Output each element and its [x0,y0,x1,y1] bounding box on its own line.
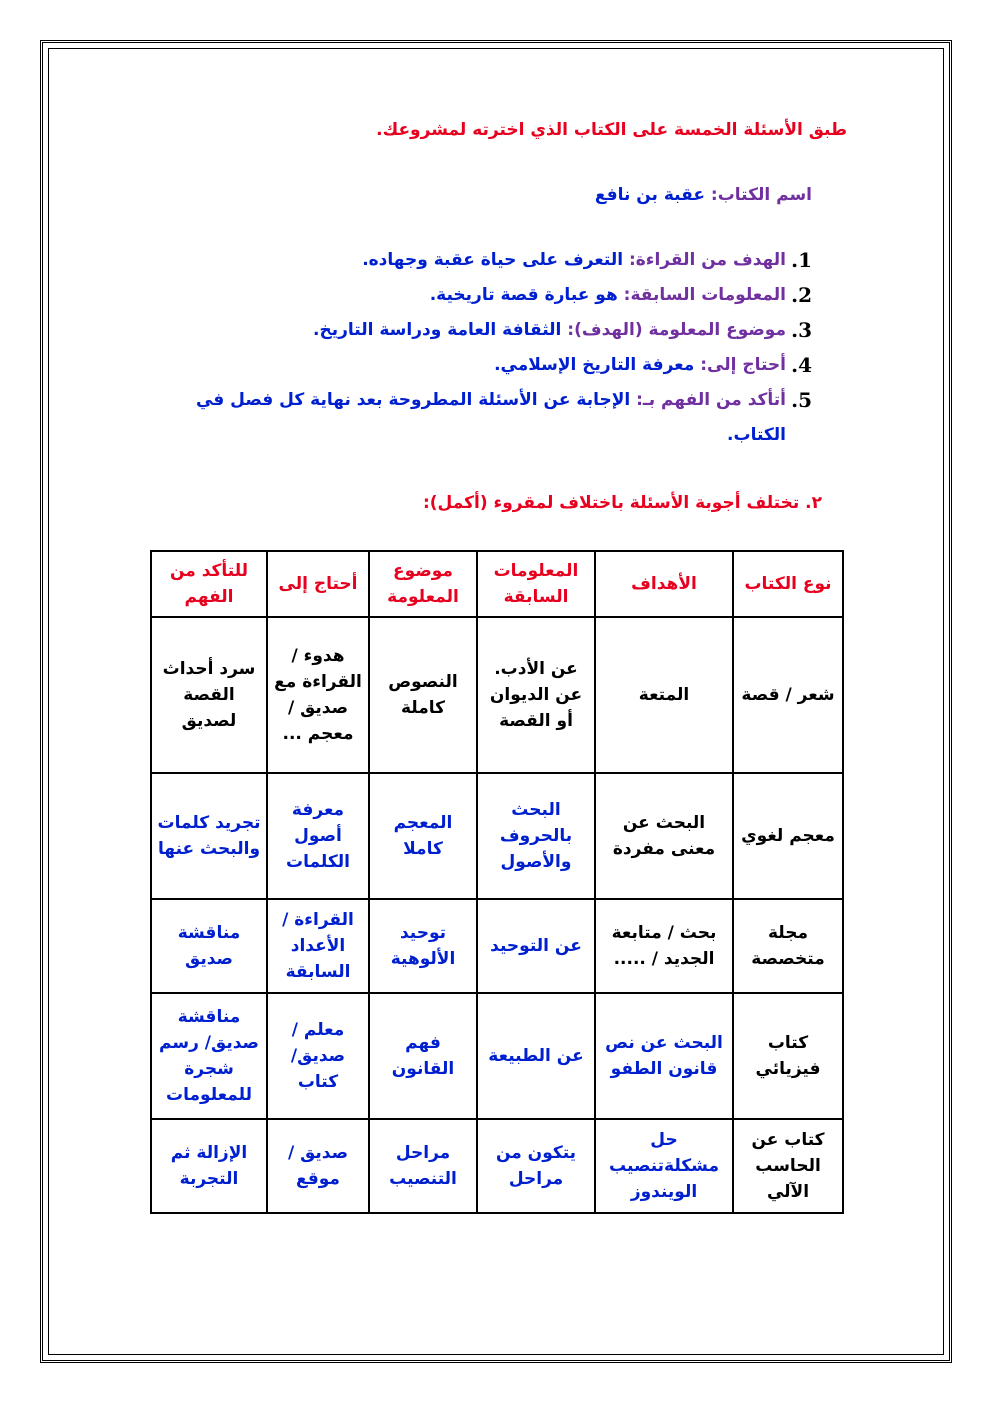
table-cell: مناقشة صديق/ رسم شجرة للمعلومات [151,993,267,1119]
table-cell: المتعة [595,617,733,773]
table-cell: توحيد الألوهية [369,899,477,993]
question-answer: الإجابة عن الأسئلة المطروحة بعد نهاية كل فصل في الكتاب. [195,390,786,445]
header-cell: المعلومات السابقة [477,551,595,617]
question-label: موضوع المعلومة (الهدف): [567,320,786,340]
table-row [151,1119,843,1213]
table-cell: كتاب فيزيائي [733,993,843,1119]
table-cell: النصوص كاملة [369,617,477,773]
reading-table [150,550,844,1214]
question-label: الهدف من القراءة: [628,250,786,270]
question-item: 3. موضوع المعلومة (الهدف): الثقافة العامة ودراسة التاريخ. [313,318,812,342]
question-item: 4. أحتاج إلى: معرفة التاريخ الإسلامي. [494,353,812,377]
header-cell: أحتاج إلى [267,551,369,617]
question-answer: معرفة التاريخ الإسلامي. [494,355,695,375]
book-name-line [595,185,812,205]
table-cell: صديق / موقع [267,1119,369,1213]
table-cell: شعر / قصة [733,617,843,773]
table-cell: يتكون من مراحل [477,1119,595,1213]
question-label: أحتاج إلى: [700,355,786,375]
header-cell: الأهداف [595,551,733,617]
table-cell: المعجم كاملا [369,773,477,899]
table-header-row [151,551,843,617]
question-item: 5. أتأكد من الفهم بـ: الإجابة عن الأسئلة المطروحة بعد نهاية كل فصل في الكتاب. [195,388,812,445]
section-2-heading: ٢. تختلف أجوبة الأسئلة باختلاف لمقروء (أكمل): [422,493,822,513]
table-cell: بحث / متابعة الجديد / ..... [595,899,733,993]
table-row [151,773,843,899]
table-cell: عن التوحيد [477,899,595,993]
question-answer: التعرف على حياة عقبة وجهاده. [362,250,624,270]
header-cell: للتأكد من الفهم [151,551,267,617]
table-cell: فهم القانون [369,993,477,1119]
table-cell: معجم لغوي [733,773,843,899]
book-value: عقبة بن نافع [594,185,705,205]
question-answer: الثقافة العامة ودراسة التاريخ. [313,320,562,340]
table-cell: البحث بالحروف والأصول [477,773,595,899]
table-cell: البحث عن نص قانون الطفو [595,993,733,1119]
instruction-heading: طبق الأسئلة الخمسة على الكتاب الذي اخترته لمشروعك. [376,120,847,140]
question-answer: هو عبارة قصة تاريخية. [429,285,618,305]
question-label: المعلومات السابقة: [623,285,786,305]
table-cell: سرد أحداث القصة لصديق [151,617,267,773]
question-label: أتأكد من الفهم بـ: [636,390,786,410]
table-cell: معرفة أصول الكلمات [267,773,369,899]
table-cell: حل مشكلةتنصيب الويندوز [595,1119,733,1213]
table-cell: القراءة / الأعداد السابقة [267,899,369,993]
header-cell: نوع الكتاب [733,551,843,617]
table-row [151,993,843,1119]
question-item: 2. المعلومات السابقة: هو عبارة قصة تاريخية. [429,283,812,307]
table-cell: مناقشة صديق [151,899,267,993]
table-cell: البحث عن معنى مفردة [595,773,733,899]
table-row [151,617,843,773]
table-cell: كتاب عن الحاسب الآلي [733,1119,843,1213]
table-row [151,899,843,993]
table-cell: مجلة متخصصة [733,899,843,993]
table-cell: تجريد كلمات والبحث عنها [151,773,267,899]
table-cell: عن الأدب. عن الديوان أو القصة [477,617,595,773]
question-item: 1. الهدف من القراءة: التعرف على حياة عقبة وجهاده. [362,248,812,272]
table-cell: عن الطبيعة [477,993,595,1119]
table-cell: الإزالة ثم التجربة [151,1119,267,1213]
book-label: اسم الكتاب: [710,185,812,205]
table-cell: مراحل التنصيب [369,1119,477,1213]
header-cell: موضوع المعلومة [369,551,477,617]
table-cell: هدوء / القراءة مع صديق / معجم ... [267,617,369,773]
table-cell: معلم / صديق/ كتاب [267,993,369,1119]
questions-list [172,243,812,453]
